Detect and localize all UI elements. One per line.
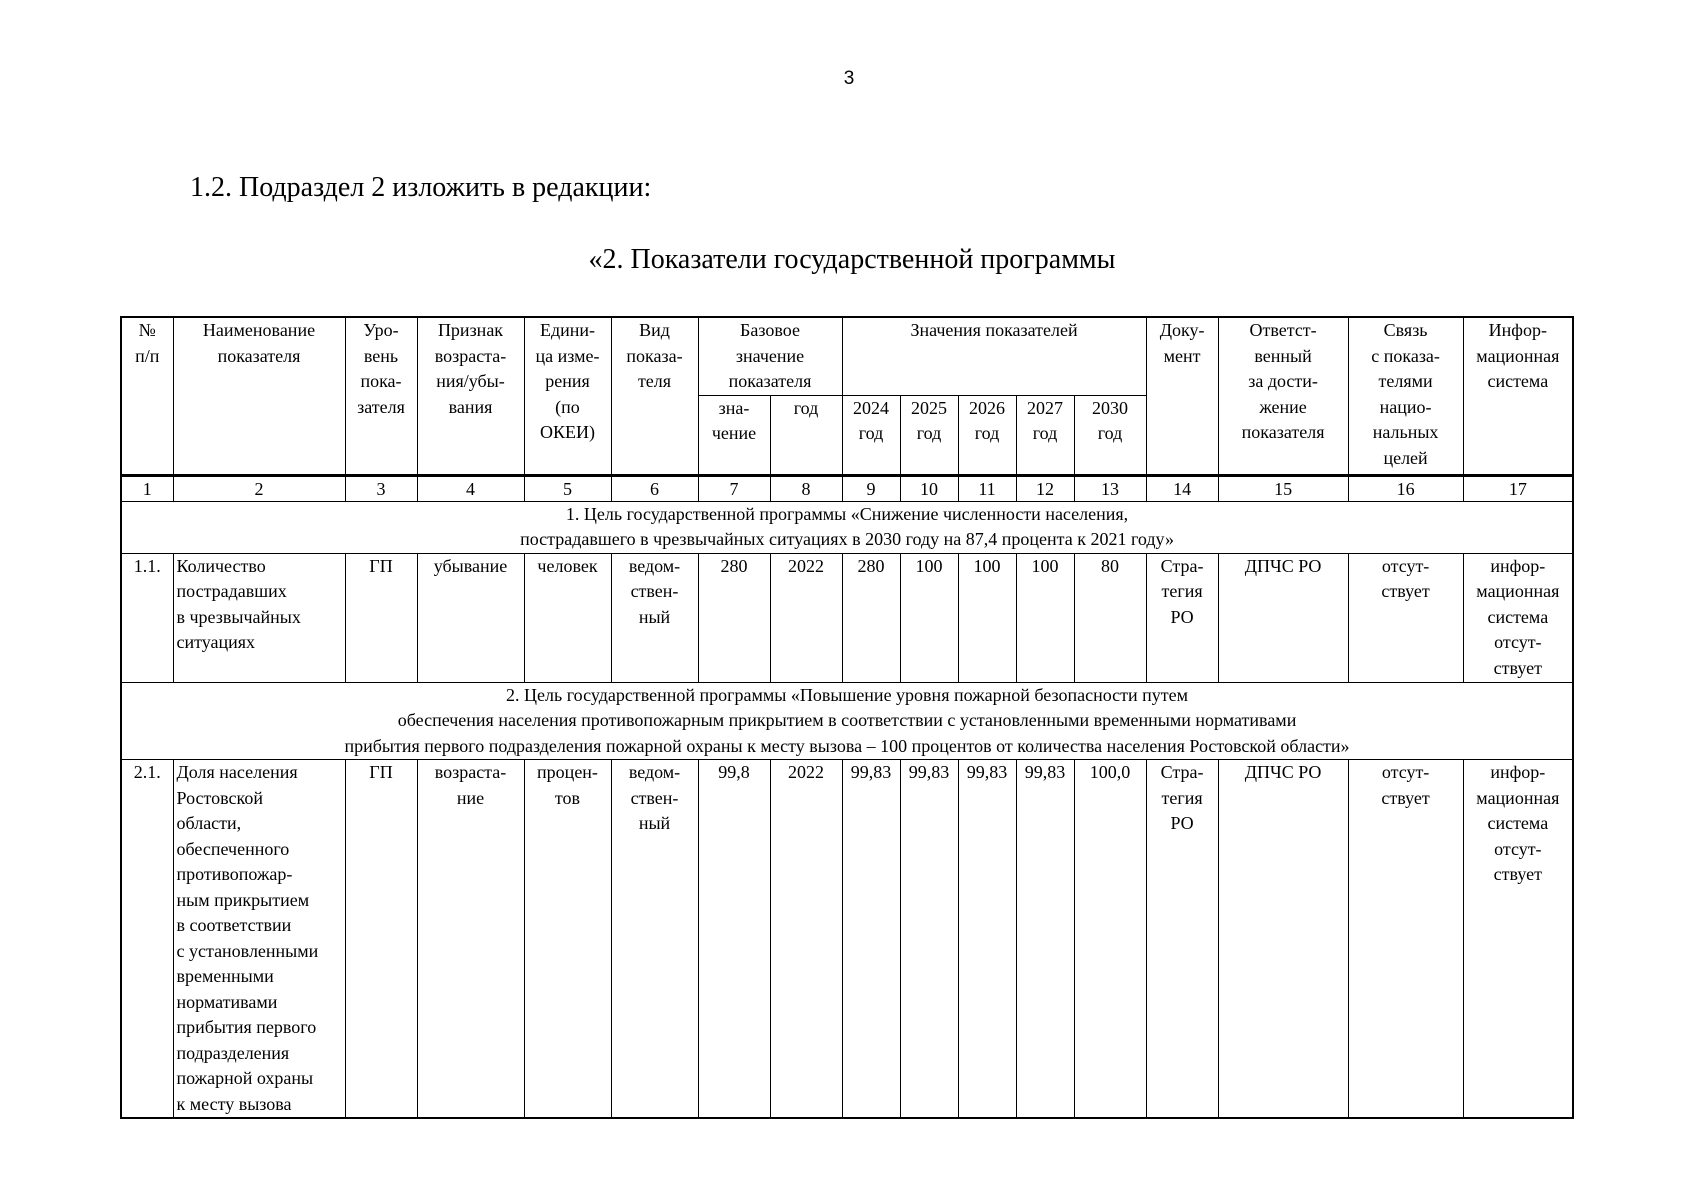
row1-value-2027: 100 [1016,553,1074,682]
column-number: 1 [121,475,173,501]
indicator-row-1-1 [121,553,1573,682]
header-sign: Признак возраста- ния/убы- вания [417,317,524,475]
column-number: 7 [698,475,770,501]
row1-level: ГП [345,553,417,682]
column-number: 2 [173,475,345,501]
goal-2-row [121,682,1573,760]
column-number: 15 [1218,475,1348,501]
header-level: Уро- вень пока- зателя [345,317,417,475]
header-type: Вид показа- теля [611,317,698,475]
row2-value-2024: 99,83 [842,760,900,1119]
row1-type: ведом- ствен- ный [611,553,698,682]
section-title [0,244,1698,276]
row1-value-2025: 100 [900,553,958,682]
row2-base-year: 2022 [770,760,842,1119]
column-number: 10 [900,475,958,501]
column-numbers-row [121,475,1573,501]
header-base-group: Базовое значение показателя [698,317,842,395]
column-number: 9 [842,475,900,501]
column-number: 3 [345,475,417,501]
row2-level: ГП [345,760,417,1119]
row1-national-goals-link: отсут- ствует [1348,553,1463,682]
indicators-table [120,316,1574,1119]
header-year-2027: 2027 год [1016,395,1074,475]
row1-value-2030: 80 [1074,553,1146,682]
row2-type: ведом- ствен- ный [611,760,698,1119]
row2-base-value: 99,8 [698,760,770,1119]
row1-name: Количество пострадавших в чрезвычайных ситуациях [173,553,345,682]
header-year-2030: 2030 год [1074,395,1146,475]
header-responsible: Ответст- венный за дости- жение показателя [1218,317,1348,475]
row2-unit: процен- тов [524,760,611,1119]
column-number: 5 [524,475,611,501]
row1-num: 1.1. [121,553,173,682]
row2-num: 2.1. [121,760,173,1119]
page-number: 3 [843,68,855,89]
header-year-2024: 2024 год [842,395,900,475]
header-year-2026: 2026 год [958,395,1016,475]
row1-sign: убывание [417,553,524,682]
header-year-2025: 2025 год [900,395,958,475]
column-number: 16 [1348,475,1463,501]
header-name: Наименование показателя [173,317,345,475]
header-base-year: год [770,395,842,475]
header-unit: Едини- ца изме- рения (по ОКЕИ) [524,317,611,475]
row1-value-2024: 280 [842,553,900,682]
row1-document: Стра- тегия РО [1146,553,1218,682]
column-number: 11 [958,475,1016,501]
row2-value-2025: 99,83 [900,760,958,1119]
column-number: 17 [1463,475,1573,501]
section-title-text: «2. Показатели государственной программы [588,244,1116,275]
row1-unit: человек [524,553,611,682]
row1-responsible: ДПЧС РО [1218,553,1348,682]
row2-name: Доля населения Ростовской области, обеспеченного противопожар- ным прикрытием в соответствии с установленными временными нормативами прибытия первого подразделения пожарной охраны к месту вызова [173,760,345,1119]
row2-document: Стра- тегия РО [1146,760,1218,1119]
column-number: 14 [1146,475,1218,501]
header-national-goals-link: Связь с показа- телями нацио- нальных целей [1348,317,1463,475]
column-number: 4 [417,475,524,501]
goal-2-text: 2. Цель государственной программы «Повышение уровня пожарной безопасности путем обеспечения населения противопожарным прикрытием в соответствии с установленными временными нормативами прибытия первого подразделения пожарной охраны к месту вызова – 100 процентов от количества населения Ростовской области» [121,682,1573,760]
header-values-group: Значения показателей [842,317,1146,395]
row2-responsible: ДПЧС РО [1218,760,1348,1119]
column-number: 8 [770,475,842,501]
header-info-system: Инфор- мационная система [1463,317,1573,475]
header-num: № п/п [121,317,173,475]
row2-value-2026: 99,83 [958,760,1016,1119]
row1-info-system: инфор- мационная система отсут- ствует [1463,553,1573,682]
row1-base-value: 280 [698,553,770,682]
row2-national-goals-link: отсут- ствует [1348,760,1463,1119]
row1-base-year: 2022 [770,553,842,682]
column-number: 13 [1074,475,1146,501]
row2-value-2030: 100,0 [1074,760,1146,1119]
column-number: 6 [611,475,698,501]
goal-1-row [121,501,1573,553]
intro-paragraph: 1.2. Подраздел 2 изложить в редакции: [190,172,652,203]
header-row-1 [121,317,1573,395]
row2-info-system: инфор- мационная система отсут- ствует [1463,760,1573,1119]
row2-value-2027: 99,83 [1016,760,1074,1119]
goal-1-text: 1. Цель государственной программы «Снижение численности населения, пострадавшего в чрезвычайных ситуациях в 2030 году на 87,4 процента к 2021 году» [121,501,1573,553]
header-document: Доку- мент [1146,317,1218,475]
row1-value-2026: 100 [958,553,1016,682]
header-base-value: зна- чение [698,395,770,475]
row2-sign: возраста- ние [417,760,524,1119]
indicator-row-2-1 [121,760,1573,1119]
column-number: 12 [1016,475,1074,501]
